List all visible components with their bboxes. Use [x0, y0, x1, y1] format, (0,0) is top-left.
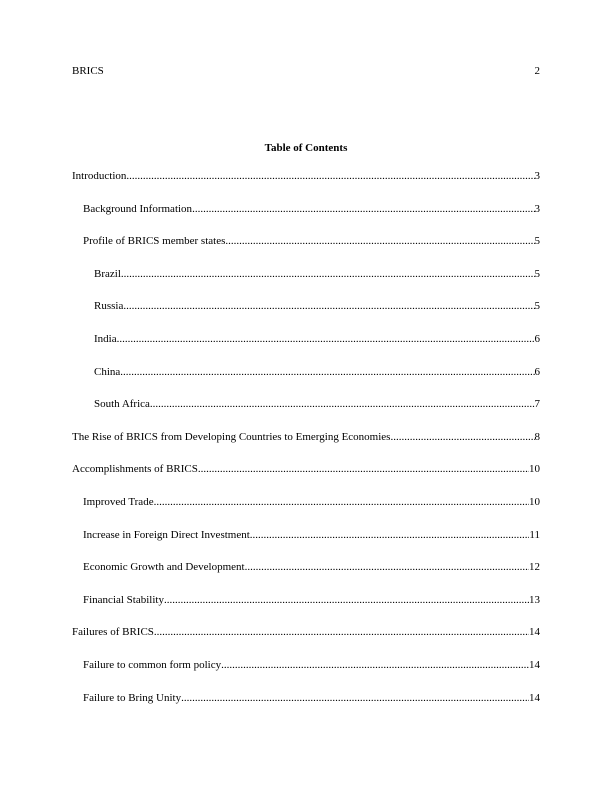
toc-dot-leader	[225, 234, 534, 248]
toc-entry-title: South Africa	[94, 398, 150, 411]
toc-dot-leader	[250, 528, 530, 542]
toc-entry-title: Financial Stability	[83, 593, 164, 606]
toc-entry[interactable]	[72, 430, 540, 463]
toc-dot-leader	[192, 202, 534, 216]
toc-entry-page-number: 5	[534, 267, 540, 280]
toc-dot-leader	[181, 691, 529, 705]
toc-entry[interactable]	[72, 593, 540, 626]
toc-entry-page-number: 14	[529, 691, 540, 704]
toc-entry[interactable]	[72, 691, 540, 724]
toc-entry-title: Improved Trade	[83, 495, 154, 508]
toc-entry-title: India	[94, 332, 117, 345]
toc-entry-title: Accomplishments of BRICS	[72, 463, 198, 476]
toc-entry[interactable]	[72, 495, 540, 528]
toc-entry-page-number: 8	[534, 430, 540, 443]
toc-entry-page-number: 5	[534, 235, 540, 248]
toc-title: Table of Contents	[264, 142, 348, 154]
toc-entry-title: Failures of BRICS	[72, 626, 154, 639]
toc-dot-leader	[221, 658, 529, 672]
toc-entry[interactable]	[72, 625, 540, 658]
toc-entry-title: Introduction	[72, 170, 127, 182]
toc-entry[interactable]	[72, 528, 540, 561]
toc-entry-page-number: 11	[529, 528, 540, 541]
toc-dot-leader	[120, 365, 534, 379]
toc-entry-title: Background Information	[83, 202, 193, 215]
toc-entry-title: Russia	[94, 300, 124, 313]
toc-dot-leader	[154, 625, 529, 639]
toc-entry-page-number: 5	[534, 300, 540, 313]
toc-dot-leader	[390, 430, 534, 444]
toc-entry[interactable]	[72, 267, 540, 300]
toc-entry[interactable]	[72, 234, 540, 267]
toc-entry-page-number: 6	[534, 365, 540, 378]
toc-dot-leader	[245, 560, 529, 574]
toc-entry[interactable]	[72, 658, 540, 691]
page-number: 2	[534, 65, 540, 77]
toc-entry[interactable]	[72, 365, 540, 398]
toc-dot-leader	[154, 495, 529, 509]
toc-entry-page-number: 14	[529, 658, 540, 671]
toc-entry-title: Failure to common form policy	[83, 658, 222, 671]
running-head: BRICS	[72, 65, 104, 77]
toc-entry-page-number: 10	[529, 463, 540, 476]
toc-list	[72, 169, 540, 723]
toc-entry-page-number: 14	[529, 626, 540, 639]
toc-entry[interactable]	[72, 462, 540, 495]
toc-entry-page-number: 3	[534, 202, 540, 215]
toc-entry[interactable]	[72, 560, 540, 593]
toc-entry-title: Economic Growth and Development	[83, 561, 245, 574]
toc-entry[interactable]	[72, 169, 540, 202]
toc-entry[interactable]	[72, 332, 540, 365]
toc-dot-leader	[123, 299, 534, 313]
toc-entry[interactable]	[72, 299, 540, 332]
toc-entry-page-number: 13	[529, 593, 540, 606]
toc-dot-leader	[126, 169, 534, 183]
toc-entry-title: Profile of BRICS member states	[83, 235, 226, 248]
toc-dot-leader	[117, 332, 535, 346]
toc-entry-page-number: 10	[529, 495, 540, 508]
toc-entry-page-number: 6	[534, 332, 540, 345]
toc-entry-page-number: 7	[534, 398, 540, 411]
toc-entry[interactable]	[72, 397, 540, 430]
toc-entry-title: China	[94, 365, 121, 378]
toc-entry[interactable]	[72, 202, 540, 235]
toc-dot-leader	[198, 462, 529, 476]
toc-entry-title: Increase in Foreign Direct Investment	[83, 528, 250, 541]
toc-dot-leader	[164, 593, 529, 607]
toc-entry-title: The Rise of BRICS from Developing Countries to Emerging Economies	[72, 430, 391, 443]
toc-dot-leader	[150, 397, 535, 411]
toc-dot-leader	[121, 267, 535, 281]
toc-entry-title: Failure to Bring Unity	[83, 691, 182, 704]
toc-entry-title: Brazil	[94, 267, 121, 280]
toc-entry-page-number: 12	[529, 561, 540, 574]
toc-entry-page-number: 3	[534, 170, 540, 182]
